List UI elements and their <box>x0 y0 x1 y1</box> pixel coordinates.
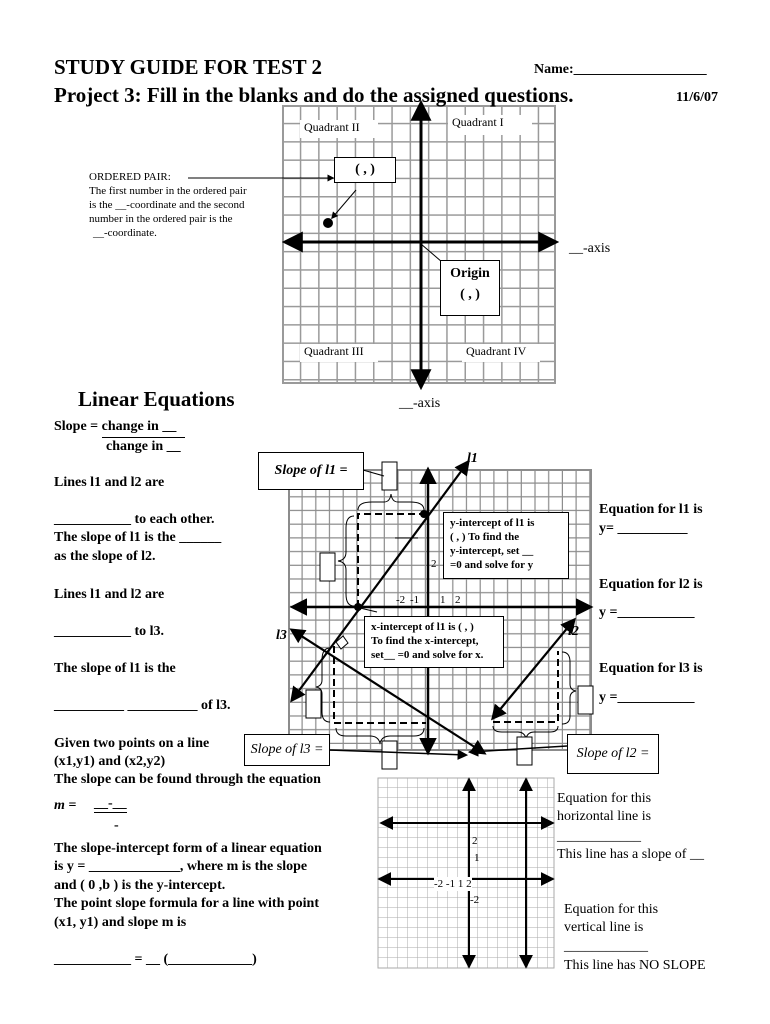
slope-intercept-3: and ( 0 ,b ) is the y-intercept. <box>54 878 226 893</box>
two-points: (x1,y1) and (x2,y2) <box>54 754 166 769</box>
origin-pair: ( , ) <box>460 287 480 302</box>
g3-tick-2: 2 <box>472 835 478 847</box>
g3-ticks-x: -2 -1 1 2 <box>434 878 472 890</box>
vertical-eq-label-2: vertical line is <box>564 920 644 935</box>
vertical-eq-label-1: Equation for this <box>564 902 659 917</box>
m-equals: m = <box>54 798 77 813</box>
blank-to-l3: ___________ to l3. <box>54 624 165 639</box>
slope-denominator: change in __ <box>102 437 185 455</box>
lines-are-1: Lines l1 and l2 are <box>54 475 165 490</box>
given-points: Given two points on a line <box>54 736 210 751</box>
label-l1: l1 <box>467 451 478 466</box>
horizontal-vertical-graph <box>378 778 554 968</box>
eq-l3-label: Equation for l3 is <box>599 661 703 676</box>
point-slope-1: The point slope formula for a line with point <box>54 896 319 911</box>
label-l3: l3 <box>276 628 287 643</box>
eq-l2-label: Equation for l2 is <box>599 577 703 592</box>
vertical-slope: This line has NO SLOPE <box>564 958 706 973</box>
slope-l1-box: Slope of l1 = <box>258 452 364 490</box>
horizontal-eq-label-2: horizontal line is <box>557 809 652 824</box>
ordered-pair-box: ( , ) <box>334 157 396 183</box>
m-denominator: - <box>114 818 119 833</box>
quadrant-3-label: Quadrant III <box>300 344 378 362</box>
quadrant-1-label: Quadrant I <box>448 115 532 135</box>
slope-l1-is: The slope of l1 is the <box>54 661 176 676</box>
name-field: Name:___________________ <box>534 62 707 77</box>
as-slope-l2: as the slope of l2. <box>54 549 156 564</box>
slope-intercept-1: The slope-intercept form of a linear equation <box>54 841 322 856</box>
tick-neg2: -2 <box>396 594 406 606</box>
quadrant-4-label: Quadrant IV <box>462 344 540 362</box>
g3-tick-neg2: -2 <box>470 894 480 906</box>
slope-l2-box: Slope of l2 = <box>567 734 659 774</box>
horizontal-eq-label-1: Equation for this <box>557 791 652 806</box>
slope-intercept-2: is y = _____________, where m is the slope <box>54 859 308 874</box>
origin-label: Origin <box>450 266 490 281</box>
x-intercept-box: x-intercept of l1 is ( , ) To find the x-intercept, set__ =0 and solve for x. <box>364 616 504 668</box>
vertical-eq-blank: ____________ <box>564 939 648 954</box>
tick-2: 2 <box>455 594 461 606</box>
ordered-pair-text: ORDERED PAIR: The first number in the ordered pair is the __-coordinate and the second number in the ordered pair is the __-coordinate. <box>89 171 247 239</box>
g3-tick-1: 1 <box>474 852 480 864</box>
tick-1: 1 <box>440 594 446 606</box>
point-slope-formula: ___________ = __ (____________) <box>54 952 257 967</box>
quadrant-2-label: Quadrant II <box>300 120 378 138</box>
slope-l3-box: Slope of l3 = <box>244 734 330 766</box>
page-subtitle: Project 3: Fill in the blanks and do the assigned questions. <box>54 83 574 107</box>
y-axis-label: __-axis <box>399 396 441 411</box>
x-axis-label: __-axis <box>569 241 611 256</box>
slope-l1-is-the: The slope of l1 is the ______ <box>54 530 222 545</box>
eq-l1-value: y= __________ <box>599 521 688 536</box>
tick-y2: 2 <box>431 558 437 570</box>
eq-l2-value: y =___________ <box>599 605 695 620</box>
page-date: 11/6/07 <box>676 90 719 105</box>
lines-are-2: Lines l1 and l2 are <box>54 587 165 602</box>
eq-l3-value: y =___________ <box>599 690 695 705</box>
label-l2: l2 <box>568 624 579 639</box>
blank-of-l3: __________ __________ of l3. <box>54 698 231 713</box>
origin-box <box>440 260 500 316</box>
point-slope-2: (x1, y1) and slope m is <box>54 915 187 930</box>
page-title: STUDY GUIDE FOR TEST 2 <box>54 55 323 79</box>
y-intercept-box: y-intercept of l1 is ( , ) To find the y-intercept, set __ =0 and solve for y <box>443 512 569 579</box>
m-numerator: __-__ <box>94 796 127 811</box>
ordered-pair-point <box>323 218 333 228</box>
horizontal-slope: This line has a slope of __ <box>557 847 704 862</box>
blank-each-other: ___________ to each other. <box>54 512 215 527</box>
horizontal-eq-blank: ____________ <box>557 829 641 844</box>
slope-found: The slope can be found through the equation <box>54 772 321 787</box>
tick-neg1: -1 <box>410 594 420 606</box>
eq-l1-label: Equation for l1 is <box>599 502 703 517</box>
linear-heading: Linear Equations <box>78 387 235 411</box>
slope-definition: Slope = change in __ <box>54 419 177 434</box>
